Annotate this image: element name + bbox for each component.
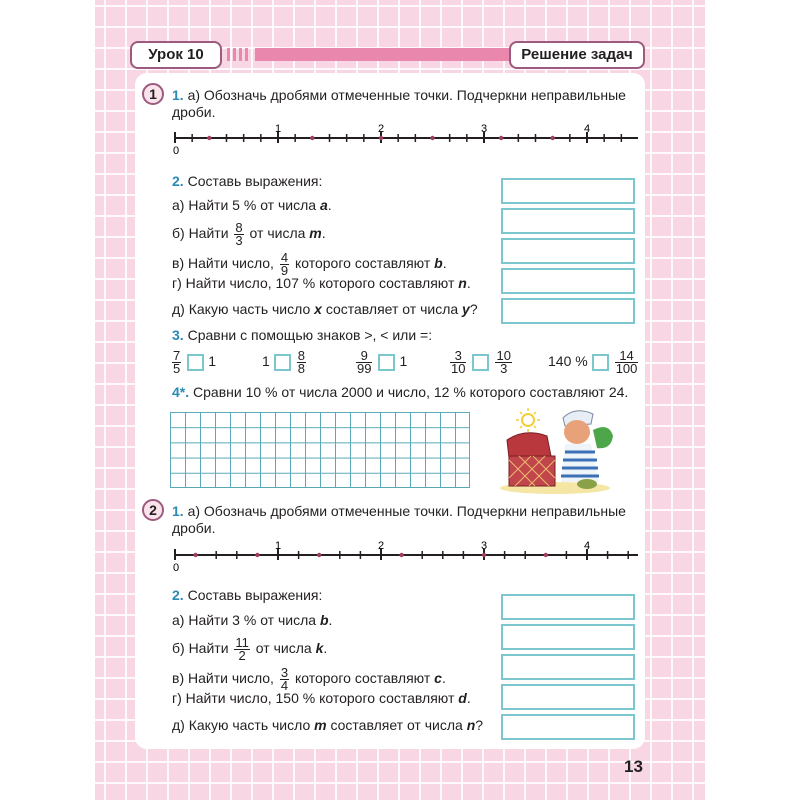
svg-text:0: 0 bbox=[173, 145, 180, 157]
s2-answer-box-d[interactable] bbox=[501, 714, 635, 740]
svg-text:4: 4 bbox=[584, 123, 591, 135]
s1-task1-text: а) Обозначь дробями отмеченные точки. Подчеркни неправильные bbox=[187, 87, 626, 103]
s1-number-line bbox=[170, 118, 640, 158]
section-1-badge: 1 bbox=[142, 83, 164, 105]
header-stripes bbox=[227, 48, 257, 61]
s1-answer-box-d[interactable] bbox=[501, 298, 635, 324]
compare-box[interactable] bbox=[472, 354, 489, 371]
fraction: $\frac{4}{9}$ bbox=[280, 250, 289, 278]
s1-compare-1: $\frac{7}{5}$ 1 bbox=[173, 348, 217, 376]
s2-task2-item-d: д) Какую часть число m составляет от числа n? bbox=[172, 717, 484, 733]
fraction: $\frac{8}{3}$ bbox=[235, 220, 243, 248]
s1-answer-box-v[interactable] bbox=[501, 238, 635, 264]
s1-answer-box-g[interactable] bbox=[501, 268, 635, 294]
s1-task2-item-b: б) Найти $\frac{8}{3}$ от числа m. bbox=[172, 220, 326, 248]
s1-task2-item-g: г) Найти число, 107 % которого составляют n. bbox=[172, 275, 471, 291]
s2-task2-title: 2. Составь выражения: bbox=[172, 587, 323, 603]
topic-label: Решение задач bbox=[509, 41, 645, 69]
s2-task2-item-a: а) Найти 3 % от числа b. bbox=[172, 612, 333, 628]
s2-number-line bbox=[170, 535, 640, 575]
s2-answer-box-v[interactable] bbox=[501, 654, 635, 680]
s1-task4-text: 4*. Сравни 10 % от числа 2000 и число, 12 % которого составляют 24. bbox=[172, 384, 629, 400]
compare-box[interactable] bbox=[274, 354, 291, 371]
svg-text:4: 4 bbox=[584, 540, 591, 552]
svg-text:1: 1 bbox=[275, 540, 282, 552]
svg-text:2: 2 bbox=[378, 540, 385, 552]
lesson-label: Урок 10 bbox=[130, 41, 222, 69]
s2-task1-line2: дроби. bbox=[172, 520, 216, 536]
s1-answer-box-b[interactable] bbox=[501, 208, 635, 234]
s1-task1-number: 1. bbox=[172, 87, 184, 103]
s1-compare-3: $\frac{9}{99}$ 1 bbox=[357, 348, 408, 376]
s2-task2-item-b: б) Найти $\frac{11}{2}$ от числа k. bbox=[172, 635, 328, 663]
s1-task1-line1 bbox=[172, 86, 626, 104]
svg-text:3: 3 bbox=[481, 540, 488, 552]
s2-task2-item-g: г) Найти число, 150 % которого составляют d. bbox=[172, 690, 471, 706]
s1-task2-title: 2. Составь выражения: bbox=[172, 173, 323, 189]
s2-answer-box-b[interactable] bbox=[501, 624, 635, 650]
header-band bbox=[255, 48, 525, 61]
s2-answer-box-g[interactable] bbox=[501, 684, 635, 710]
s1-compare-5: 140 % $\frac{14}{100}$ bbox=[548, 348, 638, 376]
svg-text:1: 1 bbox=[275, 123, 282, 135]
lesson-header bbox=[130, 45, 645, 65]
pirate-illustration bbox=[495, 400, 625, 495]
sun-icon bbox=[516, 408, 540, 432]
s1-compare-2: 1 $\frac{8}{8}$ bbox=[262, 348, 306, 376]
s1-answer-box-a[interactable] bbox=[501, 178, 635, 204]
compare-box[interactable] bbox=[378, 354, 395, 371]
svg-text:3: 3 bbox=[481, 123, 488, 135]
s1-task2-item-d: д) Какую часть число x составляет от числа y? bbox=[172, 301, 478, 317]
s2-task2-item-v: в) Найти число, $\frac{3}{4}$ которого составляют c. bbox=[172, 665, 446, 693]
s1-compare-4: $\frac{3}{10}$ $\frac{10}{3}$ bbox=[451, 348, 511, 376]
s1-task4-answer-grid[interactable] bbox=[170, 412, 470, 488]
section-2-badge: 2 bbox=[142, 499, 164, 521]
s1-task2-item-a: а) Найти 5 % от числа a. bbox=[172, 197, 332, 213]
svg-text:2: 2 bbox=[378, 123, 385, 135]
compare-box[interactable] bbox=[592, 354, 609, 371]
svg-text:0: 0 bbox=[173, 562, 180, 574]
s1-task1-line2: дроби. bbox=[172, 104, 216, 120]
page-number: 13 bbox=[624, 757, 643, 776]
s1-task2-item-v: в) Найти число, $\frac{4}{9}$ которого составляют b. bbox=[172, 250, 447, 278]
compare-box[interactable] bbox=[187, 354, 204, 371]
s2-task1-line1: 1. а) Обозначь дробями отмеченные точки. Подчеркни неправильные bbox=[172, 503, 626, 519]
s1-task3-title: 3. Сравни с помощью знаков >, < или =: bbox=[172, 327, 433, 343]
s2-answer-box-a[interactable] bbox=[501, 594, 635, 620]
